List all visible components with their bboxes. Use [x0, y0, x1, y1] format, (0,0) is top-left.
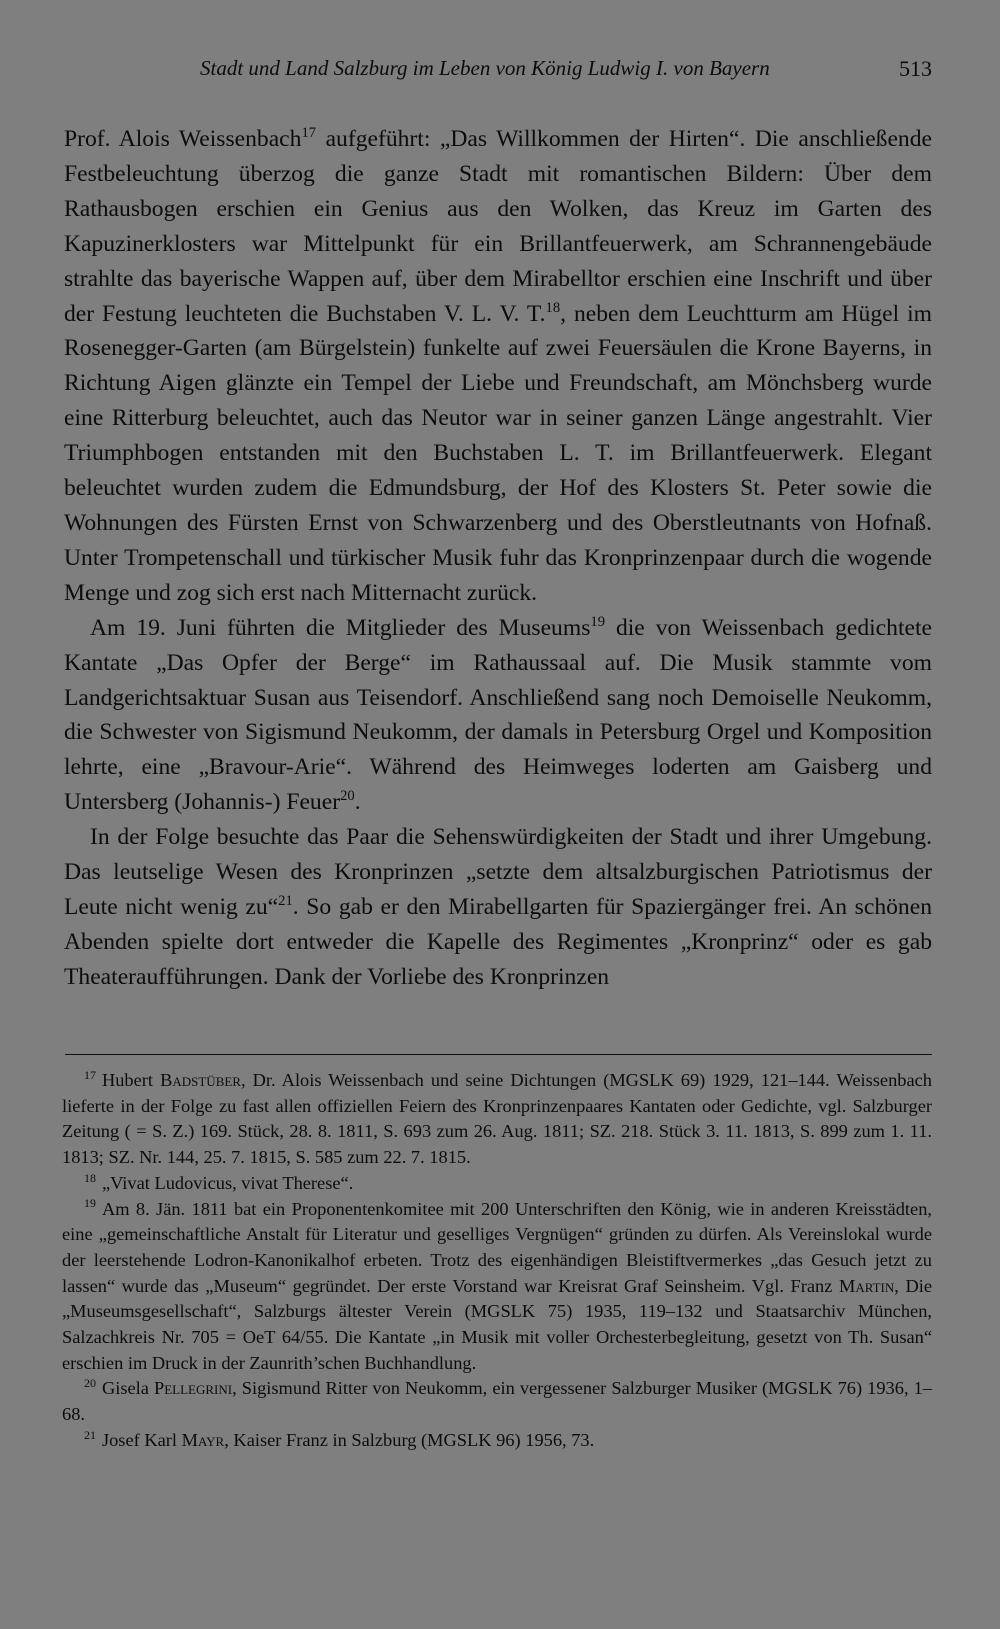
- paragraph-text: .: [354, 789, 361, 816]
- footnote-text: Gisela: [101, 1378, 154, 1399]
- paragraph-text: die von Weissenbach gedichtete Kantate „Das Opfer der Berge“ im Rathaussaal auf. Die Musik stammte vom Landgerichtsaktuar Susan aus Teisendorf. Anschließend sang noch Demoiselle Neukomm, die Schwester von Sigismund Neukomm, der damals in Petersburg Orgel und Komposition lehrte, eine „Bravour-Arie“. Während des Heimweges loderten am Gaisberg und Untersberg (Johannis-) Feuer: [64, 614, 933, 816]
- footnote: [62, 1428, 932, 1454]
- footnotes: [62, 1068, 932, 1454]
- paragraph: [64, 611, 932, 820]
- footnote-text: Am 8. Jän. 1811 bat ein Proponentenkomitee mit 200 Unterschriften den König, wie in anderen Kreisstädten, eine „gemeinschaftliche Anstalt für Literatur und geselliges Vergnügen“ gründen zu dürfen. Als Vereinslokal wurde der leerstehende Lodron-Kanonikalhof erbeten. Trotz des eigenhändigen Bleistiftvermerkes „das Gesuch jetzt zu lassen“ wurde das „Museum“ gegründet. Der erste Vorstand war Kreisrat Graf Seinsheim. Vgl. Franz: [62, 1198, 932, 1296]
- page-number: 513: [899, 56, 932, 81]
- footnote-reference: 18: [545, 299, 561, 316]
- footnote: [62, 1197, 932, 1377]
- footnote-number: 20: [84, 1376, 96, 1391]
- paragraph-text: aufgeführt: „Das Willkommen der Hirten“. Die anschließende Festbeleuchtung überzog die ganze Stadt mit romantischen Bildern: Über dem Rathausbogen erschien ein Genius aus den Wolken, das Kreuz im Garten des Kapuzinerklosters war Mittelpunkt für ein Brillantfeuerwerk, am Schrannengebäude strahlte das bayerische Wappen auf, über dem Mirabelltor erschien eine Inschrift und über der Festung leuchteten die Buchstaben V. L. V. T.: [64, 126, 932, 327]
- paragraph: [64, 820, 932, 995]
- footnote-number: 21: [84, 1427, 96, 1442]
- footnote-text: , Dr. Alois Weissenbach und seine Dichtungen (MGSLK 69) 1929, 121–144. Weissenbach lieferte in der Folge zu fast allen offiziellen Feiern des Kronprinzenpaares Kantaten oder Gedichte, vgl. Salzburger Zeitung ( = S. Z.) 169. Stück, 28. 8. 1811, S. 693 zum 26. Aug. 1811; SZ. 218. Stück 3. 11. 1813, S. 899 zum 1. 11. 1813; SZ. Nr. 144, 25. 7. 1815, S. 585 zum 22. 7. 1815.: [62, 1070, 932, 1168]
- footnote-text: Josef Karl: [101, 1429, 182, 1450]
- footnote: [62, 1171, 932, 1197]
- body-text: [64, 122, 932, 995]
- footnote: [62, 1376, 932, 1427]
- footnote-reference: 20: [340, 788, 355, 805]
- footnote-number: 17: [84, 1067, 96, 1082]
- footnote-text: Hubert: [101, 1070, 161, 1090]
- running-header: [200, 56, 932, 86]
- paragraph-text: Prof. Alois Weissenbach: [64, 126, 302, 152]
- footnote: [62, 1068, 932, 1171]
- paragraph-text: , neben dem Leuchtturm am Hügel im Rosenegger-Garten (am Bürgelstein) funkelte auf zwei Feuersäulen die Krone Bayerns, in Richtung Aigen glänzte ein Tempel der Liebe und Freundschaft, am Mönchsberg wurde eine Ritterburg beleuchtet, auch das Neutor war in seiner ganzen Länge angestrahlt. Vier Triumphbogen entstanden mit den Buchstaben L. T. im Brillantfeuerwerk. Elegant beleuchtet wurden zudem die Edmundsburg, der Hof des Klosters St. Peter sowie die Wohnungen des Fürsten Ernst von Schwarzenberg und des Oberstleutnants von Hofnaß. Unter Trompetenschall und türkischer Musik fuhr das Kronprinzenpaar durch die wogende Menge und zog sich erst nach Mitternacht zurück.: [64, 300, 933, 606]
- author-name: Mayr: [181, 1429, 225, 1450]
- footnote-number: 19: [84, 1196, 96, 1211]
- footnote-divider: [65, 1054, 932, 1055]
- paragraph-text: . So gab er den Mirabellgarten für Spaziergänger frei. An schönen Abenden spielte dort entweder die Kapelle des Regimentes „Kronprinz“ oder es gab Theateraufführungen. Dank der Vorliebe des Kronprinzen: [64, 893, 932, 990]
- running-title: Stadt und Land Salzburg im Leben von König Ludwig I. von Bayern: [200, 56, 770, 80]
- paragraph-text: In der Folge besuchte das Paar die Sehenswürdigkeiten der Stadt und ihrer Umgebung. Das leutselige Wesen des Kronprinzen „setzte dem altsalzburgischen Patriotismus der Leute nicht wenig zu“: [64, 824, 932, 920]
- paragraph-text: Am 19. Juni führten die Mitglieder des Museums: [90, 614, 591, 641]
- paragraph: [64, 122, 932, 611]
- footnote-text: „Vivat Ludovicus, vivat Therese“.: [101, 1172, 354, 1193]
- footnote-reference: 21: [278, 892, 293, 909]
- author-name: Martin: [838, 1275, 895, 1296]
- footnote-number: 18: [84, 1170, 96, 1185]
- footnote-text: , Die „Museumsgesellschaft“, Salzburgs ältester Verein (MGSLK 75) 1935, 119–132 und Staatsarchiv München, Salzachkreis Nr. 705 = OeT 64/55. Die Kantate „in Musik mit voller Orchesterbegleitung, gesetzt von Th. Susan“ erschien im Druck in der Zaunrith’schen Buchhandlung.: [62, 1275, 932, 1373]
- footnote-reference: 17: [301, 124, 317, 141]
- footnote-text: , Sigismund Ritter von Neukomm, ein vergessener Salzburger Musiker (MGSLK 76) 1936, 1–68.: [62, 1378, 932, 1425]
- author-name: Pellegrini: [153, 1378, 233, 1399]
- author-name: Badstüber: [160, 1070, 241, 1090]
- footnote-reference: 19: [590, 613, 606, 630]
- footnote-text: , Kaiser Franz in Salzburg (MGSLK 96) 1956, 73.: [224, 1429, 595, 1450]
